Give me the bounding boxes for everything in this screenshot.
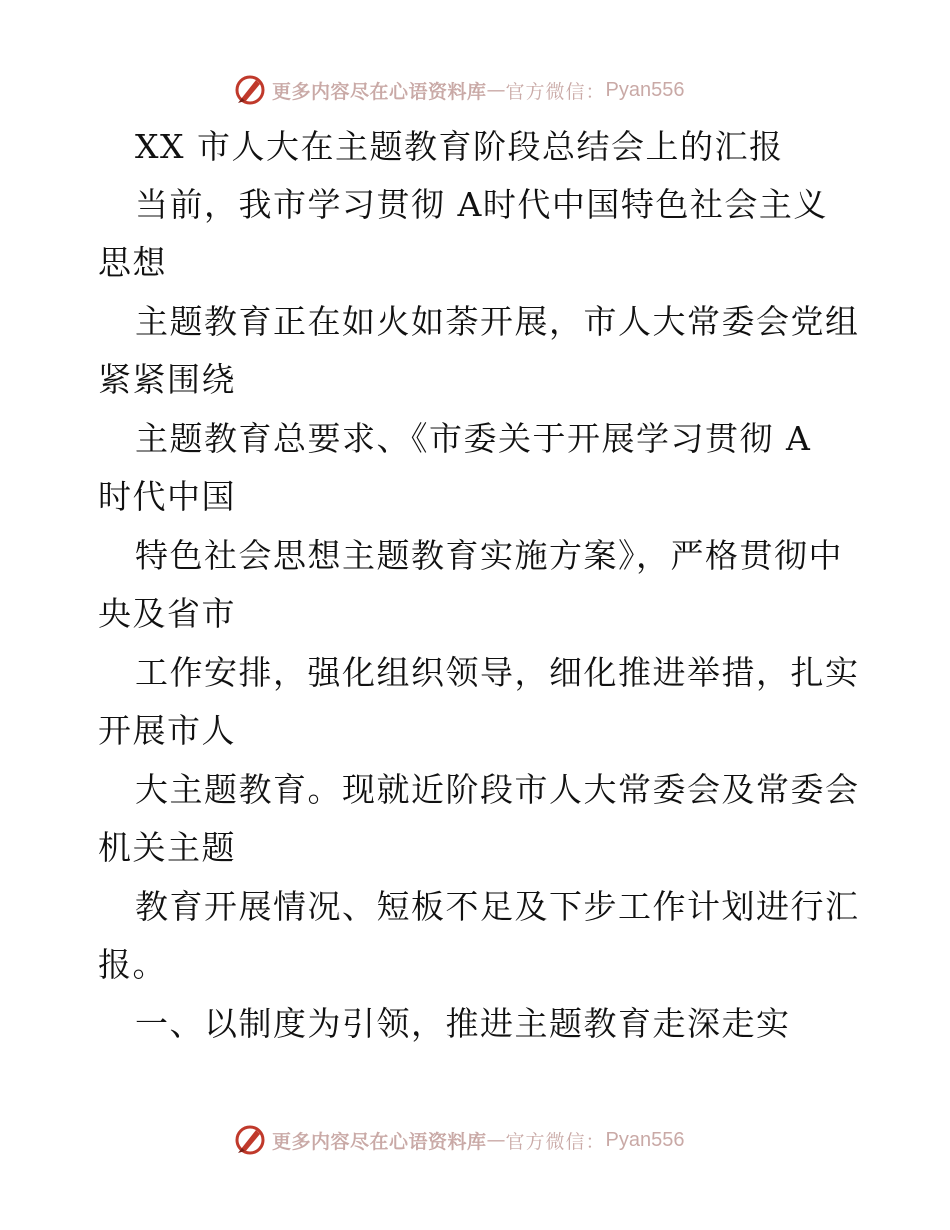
banner-wechat-id: Pyan556 (605, 1128, 685, 1151)
body-line: 开展市人 (98, 711, 236, 750)
body-line: 特色社会思想主题教育实施方案》，严格贯彻中 (135, 536, 843, 575)
section-heading: 一、以制度为引领，推进主题教育走深走实 (135, 1004, 791, 1043)
banner-wechat-label: 官方微信： (505, 80, 606, 103)
pen-logo-icon (232, 1122, 268, 1158)
body-line: 央及省市 (98, 594, 236, 633)
body-line: 主题教育正在如火如荼开展，市人大常委会党组 (135, 302, 860, 341)
banner-slogan: 更多内容尽在心语资料库 (272, 80, 487, 103)
body-line: 机关主题 (98, 828, 236, 867)
footer-banner (232, 1120, 685, 1160)
body-line: 教育开展情况、短板不足及下步工作计划进行汇 (135, 887, 860, 926)
body-line: 紧紧围绕 (98, 360, 236, 399)
body-line: 工作安排，强化组织领导，细化推进举措，扎实 (135, 653, 860, 692)
banner-slogan: 更多内容尽在心语资料库 (272, 1130, 487, 1153)
body-line: 报。 (98, 945, 167, 984)
body-line: 时代中国 (98, 477, 236, 516)
banner-dash: — (486, 1129, 506, 1151)
header-banner (232, 70, 685, 110)
body-line: 大主题教育。现就近阶段市人大常委会及常委会 (135, 770, 860, 809)
body-line: 当前，我市学习贯彻 A时代中国特色社会主义 (135, 185, 828, 224)
pen-logo-icon (232, 72, 268, 108)
banner-dash: — (486, 79, 506, 101)
banner-wechat-label: 官方微信： (505, 1130, 606, 1153)
banner-wechat-id: Pyan556 (605, 78, 685, 101)
body-line: 主题教育总要求、《市委关于开展学习贯彻 A (135, 419, 812, 458)
document-title: XX 市人大在主题教育阶段总结会上的汇报 (135, 127, 784, 166)
body-line: 思想 (98, 243, 167, 282)
